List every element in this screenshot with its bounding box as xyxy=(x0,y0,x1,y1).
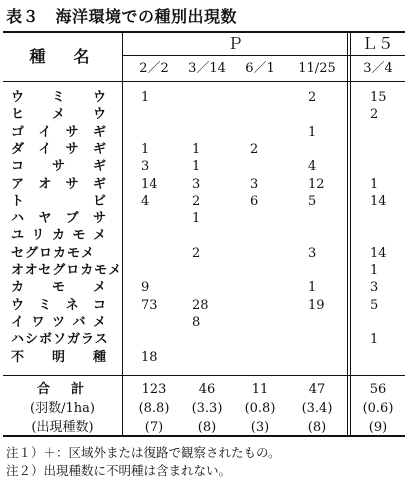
species-name: イ ワ ツ バ メ xyxy=(11,314,107,330)
count-cell: 1 xyxy=(141,90,150,105)
footnote: 注２）出現種数に不明種は含まれない。 xyxy=(6,463,232,478)
total-cell: (7) xyxy=(144,420,164,435)
count-cell: 28 xyxy=(192,297,209,313)
total-cell: (8.8) xyxy=(138,401,170,416)
count-cell: 18 xyxy=(141,349,158,365)
count-cell: 6 xyxy=(250,193,259,209)
header-date: 2／2 xyxy=(139,61,169,76)
total-cell: 11 xyxy=(251,382,269,397)
count-cell: 4 xyxy=(141,193,150,209)
count-cell: 5 xyxy=(370,297,379,313)
count-cell: 1 xyxy=(370,176,379,192)
count-cell: 1 xyxy=(192,211,201,227)
total-cell: 47 xyxy=(308,382,326,397)
count-cell: 2 xyxy=(308,90,317,105)
count-cell: 2 xyxy=(192,245,201,261)
species-name: ハ ヤ ブ サ xyxy=(11,211,107,227)
total-cell: 123 xyxy=(141,382,167,397)
totals-top-rule xyxy=(3,375,405,376)
header-species-name: 種 名 xyxy=(29,47,96,66)
total-cell: (8) xyxy=(197,420,217,435)
species-name: ユ リ カ モ メ xyxy=(11,228,107,244)
species-name: ア オ サ ギ xyxy=(11,176,107,192)
species-name: コ サ ギ xyxy=(11,159,107,175)
species-name: ゴ イ サ ギ xyxy=(11,124,107,140)
total-cell: 46 xyxy=(198,382,216,397)
species-name: ダ イ サ ギ xyxy=(11,141,107,157)
header-bottom-rule xyxy=(3,81,405,82)
species-name: ト ビ xyxy=(11,193,107,209)
total-cell: (8) xyxy=(307,420,327,435)
total-cell: (0.6) xyxy=(362,401,394,416)
count-cell: 1 xyxy=(192,159,201,175)
count-cell: 2 xyxy=(192,193,201,209)
count-cell: 2 xyxy=(250,141,259,157)
count-cell: 1 xyxy=(192,141,201,157)
count-cell: 73 xyxy=(141,297,158,313)
count-cell: 15 xyxy=(370,90,387,105)
header-date: 6／1 xyxy=(245,61,275,76)
total-label: (羽数/1ha) xyxy=(30,401,95,416)
table-title: 表３ 海洋環境での種別出現数 xyxy=(6,7,238,26)
count-cell: 1 xyxy=(370,332,379,348)
count-cell: 3 xyxy=(370,280,379,296)
count-cell: 3 xyxy=(192,176,201,192)
count-cell: 3 xyxy=(141,159,150,175)
count-cell: 2 xyxy=(370,107,379,123)
total-cell: (9) xyxy=(368,420,388,435)
total-cell: (3.3) xyxy=(191,401,223,416)
species-name: セグロカモメ xyxy=(11,245,96,261)
count-cell: 8 xyxy=(192,314,201,330)
count-cell: 3 xyxy=(308,245,317,261)
count-cell: 1 xyxy=(308,124,317,140)
total-label: 合 計 xyxy=(36,382,88,397)
total-cell: (0.8) xyxy=(244,401,276,416)
species-table xyxy=(3,31,405,437)
count-cell: 1 xyxy=(308,280,317,296)
species-name: オオセグロカモメ xyxy=(11,263,123,278)
footnotes xyxy=(6,444,281,480)
total-label: (出現種数) xyxy=(31,420,94,435)
count-cell: 3 xyxy=(250,176,259,192)
species-name: カ モ メ xyxy=(11,280,107,296)
species-name: ウ ミ ネ コ xyxy=(11,297,107,313)
species-name: ハシボソガラス xyxy=(11,332,109,348)
header-date: 3／4 xyxy=(363,61,393,76)
species-name: ウ ミ ウ xyxy=(11,90,107,105)
header-group-p: Ｐ xyxy=(226,34,243,53)
species-name: 不 明 種 xyxy=(11,349,107,365)
total-cell: 56 xyxy=(369,382,387,397)
species-name: ヒ メ ウ xyxy=(11,107,107,123)
count-cell: 5 xyxy=(308,193,317,209)
count-cell: 12 xyxy=(308,176,325,192)
count-cell: 1 xyxy=(141,141,150,157)
count-cell: 14 xyxy=(370,245,387,261)
count-cell: 14 xyxy=(370,193,387,209)
header-group-l5: Ｌ５ xyxy=(361,34,394,53)
count-cell: 4 xyxy=(308,159,317,175)
count-cell: 1 xyxy=(370,263,379,278)
count-cell: 9 xyxy=(141,280,150,296)
header-date: 11/25 xyxy=(298,61,336,76)
total-cell: (3) xyxy=(250,420,270,435)
header-date: 3／14 xyxy=(188,61,226,76)
count-cell: 19 xyxy=(308,297,325,313)
count-cell: 14 xyxy=(141,176,158,192)
total-cell: (3.4) xyxy=(301,401,333,416)
header-divider xyxy=(122,55,405,56)
footnote: 注１）＋：区域外または復路で観察されたもの。 xyxy=(6,445,281,460)
